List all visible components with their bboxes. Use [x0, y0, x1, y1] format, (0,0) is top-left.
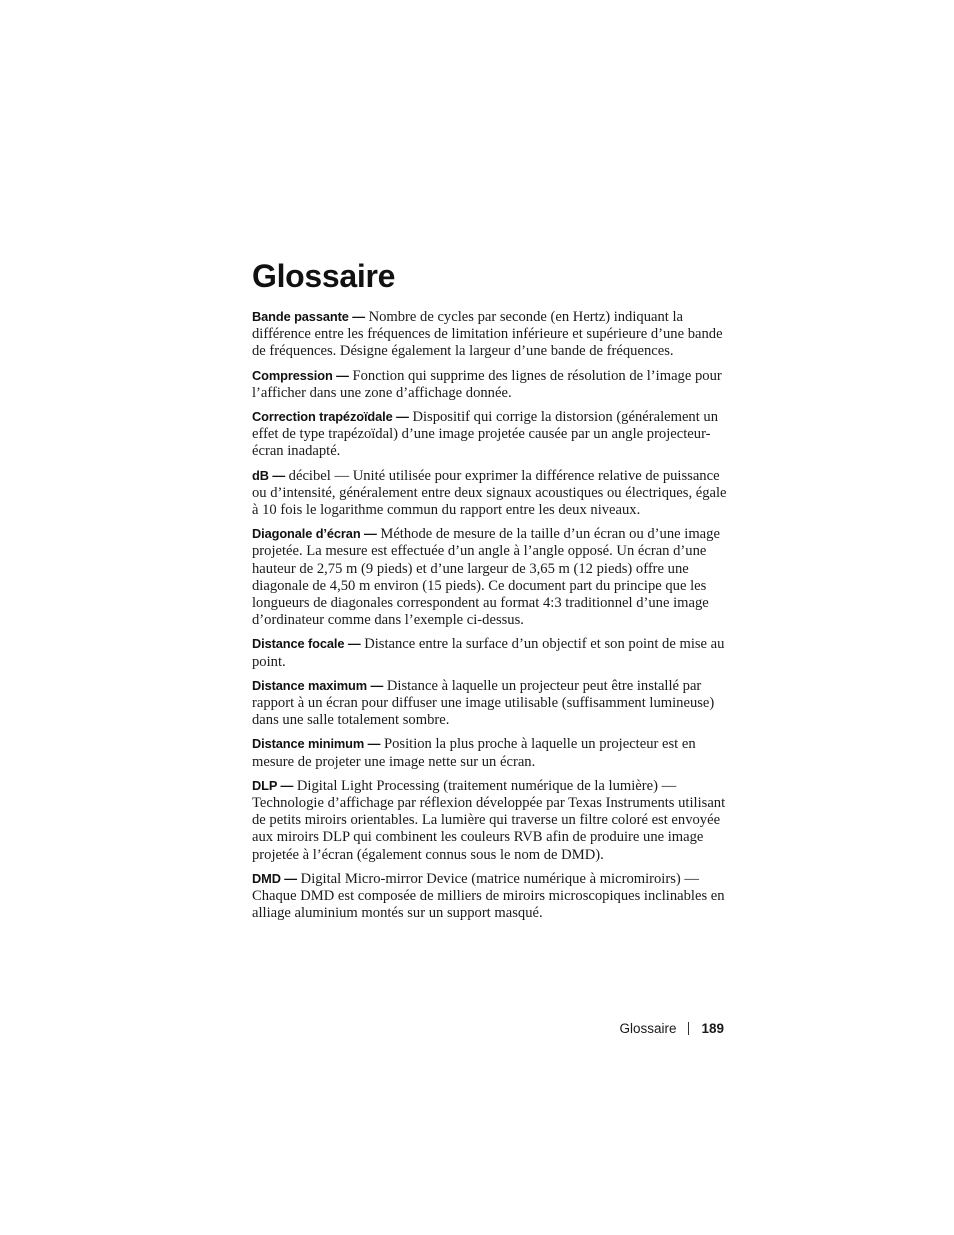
- glossary-definition: Distance entre la surface d’un objectif et son point de mise au point.: [252, 636, 725, 670]
- glossary-definition: Digital Micro-mirror Device (matrice numérique à micromiroirs) — Chaque DMD est composée de milliers de miroirs microscopiques inclinables en alliage aluminium montés sur un support masqué.: [252, 870, 725, 922]
- page-number: 189: [701, 1021, 724, 1036]
- glossary-term: Bande passante —: [252, 309, 365, 324]
- glossary-entry-db: [252, 467, 730, 520]
- glossary-list: [252, 308, 730, 929]
- glossary-definition: Distance à laquelle un projecteur peut être installé par rapport à un écran pour diffuser une image utilisable (suffisamment lumineuse) dans une salle totalement sombre.: [252, 677, 715, 729]
- glossary-term: DMD —: [252, 870, 297, 886]
- glossary-term: Distance maximum —: [252, 677, 384, 693]
- glossary-entry-dmd: [252, 870, 730, 923]
- glossary-entry-dlp: [252, 777, 730, 864]
- glossary-term: Compression —: [252, 367, 349, 383]
- footer-section-title: Glossaire: [619, 1021, 677, 1036]
- glossary-entry-compression: [252, 367, 730, 402]
- glossary-entry-diagonale-ecran: [252, 525, 730, 629]
- glossary-definition: Méthode de mesure de la taille d’un écran ou d’une image projetée. La mesure est effectuée d’un angle à l’angle opposé. Un écran d’une hauteur de 2,75 m (9 pieds) et d’une largeur de 3,65 m (12 pieds) offre une diagonale de 4,50 m environ (15 pieds). Ce document part du principe que les longueurs de diagonales correspondent au format 4:3 traditionnel d’une image d’ordinateur comme dans l’exemple ci-dessus.: [252, 526, 720, 629]
- page-footer: [619, 1020, 724, 1038]
- glossary-entry-distance-minimum: [252, 735, 730, 770]
- glossary-term: dB —: [252, 467, 286, 483]
- glossary-term: Distance minimum —: [252, 736, 381, 752]
- glossary-definition: Position la plus proche à laquelle un projecteur est en mesure de projeter une image nette sur un écran.: [252, 736, 696, 770]
- glossary-entry-bande-passante: [252, 308, 730, 361]
- glossary-definition: Digital Light Processing (traitement numérique de la lumière) — Technologie d’affichage par réflexion développée par Texas Instruments utilisant de petits miroirs orientables. La lumière qui traverse un filtre coloré est envoyée aux miroirs DLP qui combinent les couleurs RVB afin de produire une image projetée à l’écran (également connus sous le nom de DMD).: [252, 777, 726, 863]
- glossary-entry-distance-focale: [252, 635, 730, 670]
- glossary-term: Distance focale —: [252, 636, 361, 652]
- glossary-definition: Nombre de cycles par seconde (en Hertz) indiquant la différence entre les fréquences de limitation inférieure et supérieure d’une bande de fréquences. Désigne également la largeur d’une bande de fréquences.: [252, 309, 723, 360]
- glossary-term: DLP —: [252, 777, 294, 793]
- footer-divider: [688, 1022, 689, 1035]
- glossary-entry-distance-maximum: [252, 677, 730, 730]
- glossary-term: Correction trapézoïdale —: [252, 409, 409, 425]
- glossary-definition: Fonction qui supprime des lignes de résolution de l’image pour l’afficher dans une zone d’affichage donnée.: [252, 367, 722, 401]
- glossary-term: Diagonale d’écran —: [252, 526, 377, 542]
- glossary-definition: Dispositif qui corrige la distorsion (généralement un effet de type trapézoïdal) d’une image projetée causée par un angle projecteur-écran inadapté.: [252, 409, 719, 460]
- page-title: Glossaire: [252, 258, 396, 294]
- glossary-definition: décibel — Unité utilisée pour exprimer la différence relative de puissance ou d’intensité, généralement entre deux signaux acoustiques ou électriques, égale à 10 fois le logarithme commun du rapport entre les deux niveaux.: [252, 467, 727, 519]
- glossary-entry-correction-trapezoidale: [252, 408, 730, 461]
